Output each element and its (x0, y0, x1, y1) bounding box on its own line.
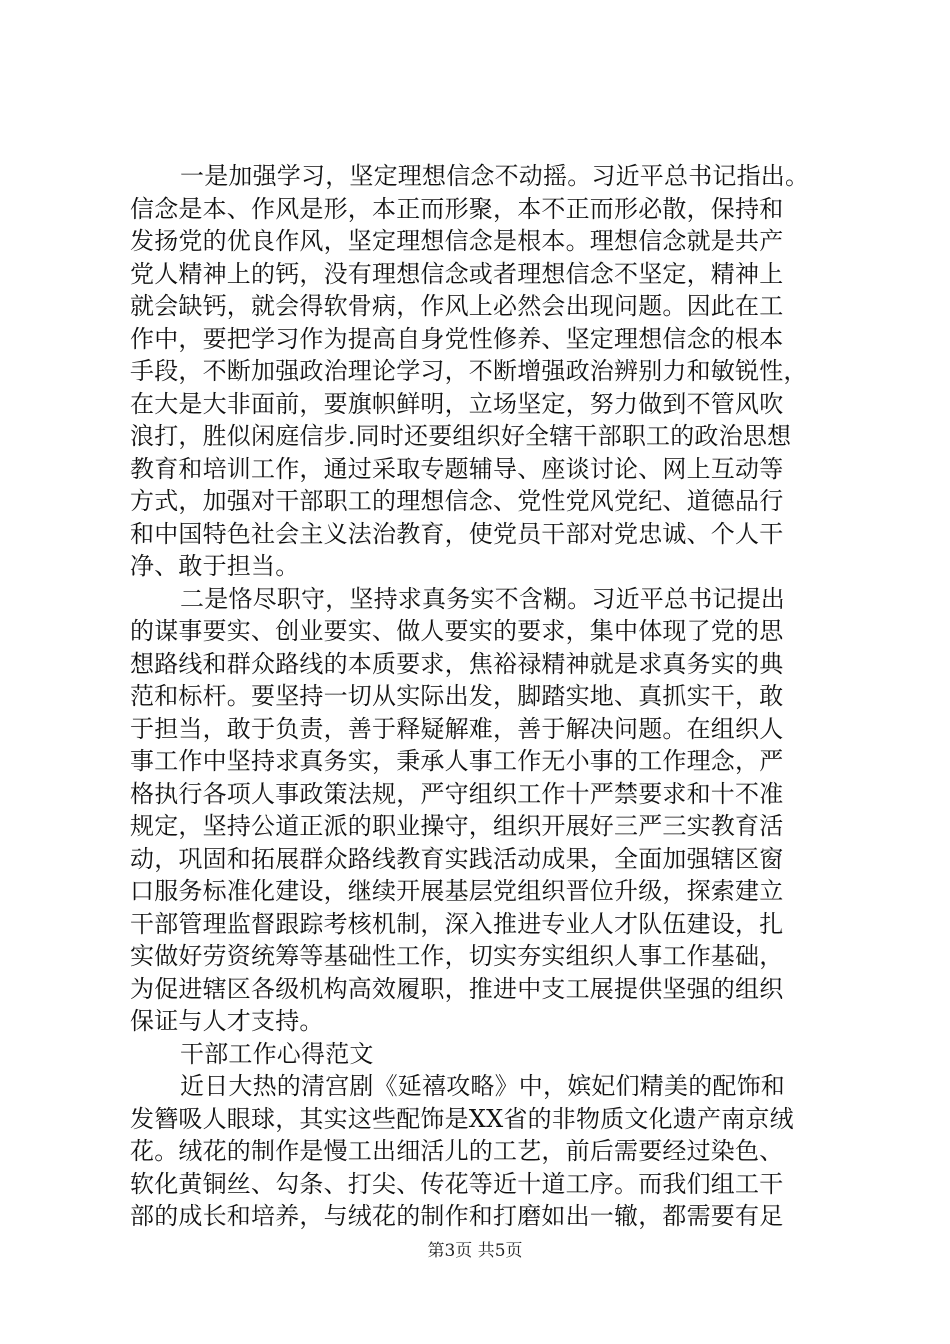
paragraph-line: 就会缺钙，就会得软骨病，作风上必然会出现问题。因此在工 (130, 292, 784, 320)
paragraph-line: 二是恪尽职守，坚持求真务实不含糊。习近平总书记提出 (180, 584, 785, 613)
paragraph-line: 党人精神上的钙，没有理想信念或者理想信念不坚定，精神上 (130, 259, 784, 288)
section-heading: 干部工作心得范文 (180, 1039, 374, 1068)
paragraph-line: 一是加强学习，坚定理想信念不动摇。习近平总书记指出。 (180, 162, 810, 190)
paragraph-line: 干部管理监督跟踪考核机制，深入推进专业人才队伍建设，扎 (130, 909, 784, 938)
paragraph-line: 口服务标准化建设，继续开展基层党组织晋位升级，探索建立 (130, 877, 784, 905)
paragraph-line: 事工作中坚持求真务实，秉承人事工作无小事的工作理念，严 (130, 747, 784, 775)
paragraph-line: 教育和培训工作，通过采取专题辅导、座谈讨论、网上互动等 (130, 454, 784, 483)
paragraph-line: 方式，加强对干部职工的理想信念、党性党风党纪、道德品行 (130, 487, 784, 515)
paragraph-line: 于担当，敢于负责，善于释疑解难，善于解决问题。在组织人 (130, 714, 784, 743)
page-number-footer: 第3页 共5页 (427, 1241, 523, 1261)
paragraph-line: 实做好劳资统筹等基础性工作，切实夯实组织人事工作基础， (130, 942, 784, 970)
paragraph-line: 保证与人才支持。 (130, 1007, 324, 1035)
paragraph-line: 软化黄铜丝、勾条、打尖、传花等近十道工序。而我们组工干 (130, 1169, 784, 1198)
paragraph-line: 为促进辖区各级机构高效履职，推进中支工展提供坚强的组织 (130, 974, 784, 1003)
paragraph-line: 浪打，胜似闲庭信步.同时还要组织好全辖干部职工的政治思想 (130, 422, 792, 450)
paragraph-line: 作中，要把学习作为提高自身党性修养、坚定理想信念的根本 (130, 324, 784, 353)
paragraph-line: 净、敢于担当。 (130, 552, 300, 580)
paragraph-line: 手段，不断加强政治理论学习，不断增强政治辨别力和敏锐性， (130, 357, 808, 385)
paragraph-line: 的谋事要实、创业要实、做人要实的要求，集中体现了党的思 (130, 617, 784, 645)
paragraph-line: 发扬党的优良作风，坚定理想信念是根本。理想信念就是共产 (130, 227, 784, 255)
paragraph-line: 动，巩固和拓展群众路线教育实践活动成果，全面加强辖区窗 (130, 844, 784, 873)
paragraph-line: 发簪吸人眼球，其实这些配饰是XX省的非物质文化遗产南京绒 (130, 1104, 794, 1133)
paragraph-line: 范和标杆。要坚持一切从实际出发，脚踏实地、真抓实干，敢 (130, 682, 784, 710)
document-body (130, 160, 830, 1233)
paragraph-line: 部的成长和培养，与绒花的制作和打磨如出一辙，都需要有足 (130, 1202, 784, 1230)
paragraph-line: 和中国特色社会主义法治教育，使党员干部对党忠诚、个人干 (130, 519, 784, 548)
paragraph-line: 想路线和群众路线的本质要求，焦裕禄精神就是求真务实的典 (130, 649, 784, 678)
paragraph-line: 格执行各项人事政策法规，严守组织工作十严禁要求和十不准 (130, 779, 784, 808)
paragraph-line: 近日大热的清宫剧《延禧攻略》中，嫔妃们精美的配饰和 (180, 1072, 785, 1100)
paragraph-line: 在大是大非面前，要旗帜鲜明，立场坚定，努力做到不管风吹 (130, 389, 784, 418)
paragraph-line: 花。绒花的制作是慢工出细活儿的工艺，前后需要经过染色、 (130, 1137, 784, 1165)
paragraph-line: 信念是本、作风是形，本正而形聚，本不正而形必散，保持和 (130, 194, 784, 223)
paragraph-line: 规定，坚持公道正派的职业操守，组织开展好三严三实教育活 (130, 812, 784, 840)
